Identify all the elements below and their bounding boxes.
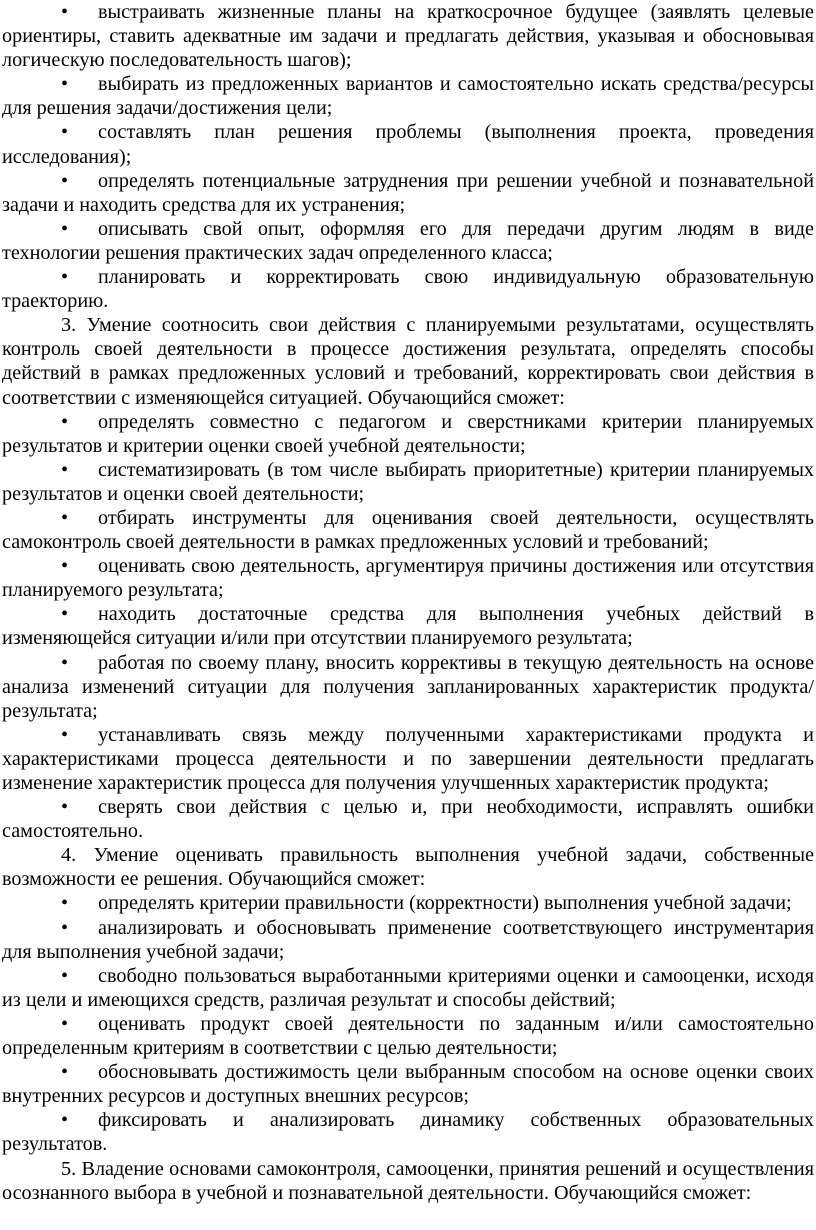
bullet-marker: • [61, 892, 69, 915]
bullet-item [2, 410, 814, 458]
bullet-text: составлять план решения проблемы (выполнения проекта, проведения исследования); [2, 121, 814, 168]
bullet-item [2, 72, 814, 120]
bullet-marker: • [61, 603, 69, 626]
bullet-item [2, 964, 814, 1012]
bullet-marker: • [61, 217, 69, 240]
bullet-text: устанавливать связь между полученными характеристиками продукта и характеристиками процесса деятельности и по завершении деятельности предлагать изменение характеристик процесса для получения улучшенных характеристик продукта; [2, 723, 814, 794]
bullet-item [2, 1012, 814, 1060]
bullet-marker: • [61, 458, 69, 481]
bullet-item [2, 602, 814, 650]
section-paragraph: 5. Владение основами самоконтроля, самооценки, принятия решений и осуществления осознанного выбора в учебной и познавательной деятельности. Обучающийся сможет: [2, 1157, 814, 1204]
bullet-text: обосновывать достижимость цели выбранным способом на основе оценки своих внутренних ресурсов и доступных внешних ресурсов; [2, 1061, 814, 1108]
bullet-text: описывать свой опыт, оформляя его для передачи другим людям в виде технологии решения практических задач определенного класса; [2, 217, 814, 264]
bullet-marker: • [61, 169, 69, 192]
bullet-marker: • [61, 651, 69, 674]
bullet-item [2, 265, 814, 313]
bullet-marker: • [61, 410, 69, 433]
bullet-item [2, 916, 814, 964]
bullet-text: выбирать из предложенных вариантов и самостоятельно искать средства/ресурсы для решения задачи/достижения цели; [2, 73, 814, 120]
bullet-item [2, 891, 814, 915]
bullet-item [2, 458, 814, 506]
bullet-marker: • [61, 506, 69, 529]
bullet-text: анализировать и обосновывать применение соответствующего инструментария для выполнения учебной задачи; [2, 916, 814, 963]
bullet-marker: • [61, 1, 69, 23]
bullet-item [2, 169, 814, 217]
bullet-marker: • [61, 121, 69, 144]
bullet-text: находить достаточные средства для выполнения учебных действий в изменяющейся ситуации и/или при отсутствии планируемого результата; [2, 603, 814, 650]
bullet-marker: • [61, 916, 69, 939]
bullet-marker: • [61, 1012, 69, 1035]
bullet-marker: • [61, 555, 69, 578]
bullet-marker: • [61, 73, 69, 96]
bullet-text: оценивать продукт своей деятельности по заданным и/или самостоятельно определенным критериям в соответствии с целью деятельности; [2, 1012, 814, 1060]
section-paragraph: 3. Умение соотносить свои действия с планируемыми результатами, осуществлять контроль своей деятельности в процессе достижения результата, определять способы действий в рамках предложенных условий и требований, корректировать свои действия в соответствии с изменяющейся ситуацией. Обучающийся сможет: [2, 314, 814, 409]
bullet-text: определять критерии правильности (корректности) выполнения учебной задачи; [98, 892, 792, 915]
bullet-text: определять потенциальные затруднения при решении учебной и познавательной задачи и находить средства для их устранения; [2, 169, 814, 216]
bullet-item [2, 1060, 814, 1108]
bullet-item [2, 120, 814, 168]
section-paragraph: 4. Умение оценивать правильность выполнения учебной задачи, собственные возможности ее решения. Обучающийся сможет: [2, 844, 814, 891]
bullet-item [2, 217, 814, 265]
bullet-marker: • [61, 796, 69, 819]
bullet-item [2, 554, 814, 602]
bullet-marker: • [61, 266, 69, 289]
bullet-item [2, 506, 814, 554]
bullet-marker: • [61, 1061, 69, 1084]
bullet-text: выстраивать жизненные планы на краткосрочное будущее (заявлять целевые ориентиры, ставить адекватные им задачи и предлагать действия, указывая и обосновывая логическую последовательность шагов); [2, 1, 814, 72]
bullet-text: отбирать инструменты для оценивания своей деятельности, осуществлять самоконтроль своей деятельности в рамках предложенных условий и требований; [2, 506, 814, 554]
bullet-item [2, 651, 814, 723]
bullet-text: систематизировать (в том числе выбирать приоритетные) критерии планируемых результатов и оценки своей деятельности; [2, 458, 814, 505]
bullet-marker: • [61, 723, 69, 746]
bullet-text: оценивать свою деятельность, аргументируя причины достижения или отсутствия планируемого результата; [2, 555, 814, 602]
bullet-text: определять совместно с педагогом и сверстниками критерии планируемых результатов и критерии оценки своей учебной деятельности; [2, 410, 814, 457]
bullet-marker: • [61, 1109, 69, 1132]
bullet-text: свободно пользоваться выработанными критериями оценки и самооценки, исходя из цели и имеющихся средств, различая результат и способы действий; [2, 964, 814, 1011]
bullet-item [2, 0, 814, 72]
bullet-marker: • [61, 964, 69, 987]
bullet-text: работая по своему плану, вносить коррективы в текущую деятельность на основе анализа изменений ситуации для получения запланированных характеристик продукта/результата; [2, 651, 814, 722]
bullet-text: фиксировать и анализировать динамику собственных образовательных результатов. [2, 1109, 814, 1156]
bullet-item [2, 795, 814, 843]
bullet-text: планировать и корректировать свою индивидуальную образовательную траекторию. [2, 266, 814, 313]
bullet-item [2, 723, 814, 795]
bullet-text: сверять свои действия с целью и, при необходимости, исправлять ошибки самостоятельно. [2, 796, 814, 843]
bullet-item [2, 1108, 814, 1156]
